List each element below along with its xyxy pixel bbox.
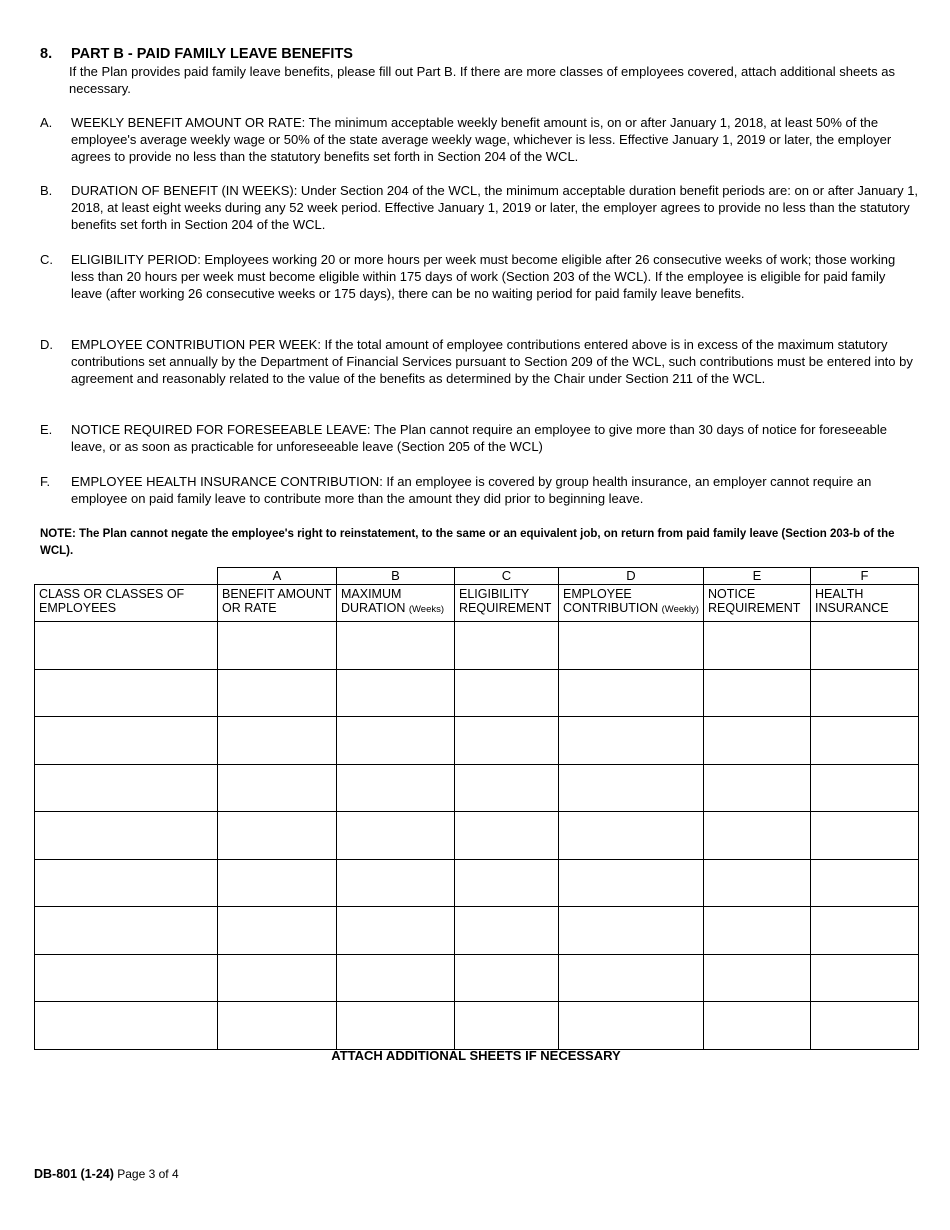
column-letter: B: [337, 568, 455, 585]
notice-cell[interactable]: [704, 859, 811, 907]
header-notice: NOTICE REQUIREMENT: [704, 585, 811, 622]
benefit-amount-cell[interactable]: [218, 812, 337, 860]
eligibility-cell[interactable]: [455, 764, 559, 812]
employee-contribution-cell[interactable]: [559, 669, 704, 717]
class-of-employees-cell[interactable]: [35, 954, 218, 1002]
table-row: [35, 764, 919, 812]
notice-cell[interactable]: [704, 717, 811, 765]
item-letter: A.: [40, 115, 53, 130]
item-letter: B.: [40, 183, 53, 198]
eligibility-cell[interactable]: [455, 622, 559, 670]
item-letter: F.: [40, 474, 51, 489]
maximum-duration-cell[interactable]: [337, 859, 455, 907]
notice-cell[interactable]: [704, 669, 811, 717]
eligibility-cell[interactable]: [455, 717, 559, 765]
employee-contribution-cell[interactable]: [559, 1002, 704, 1050]
benefit-amount-cell[interactable]: [218, 669, 337, 717]
health-insurance-cell[interactable]: [811, 717, 919, 765]
header-class-of-employees: CLASS OR CLASSES OF EMPLOYEES: [35, 585, 218, 622]
eligibility-cell[interactable]: [455, 859, 559, 907]
class-of-employees-cell[interactable]: [35, 764, 218, 812]
eligibility-cell[interactable]: [455, 669, 559, 717]
health-insurance-cell[interactable]: [811, 812, 919, 860]
form-footer: [34, 1167, 179, 1181]
maximum-duration-cell[interactable]: [337, 669, 455, 717]
column-letter: E: [704, 568, 811, 585]
maximum-duration-cell[interactable]: [337, 812, 455, 860]
benefit-amount-cell[interactable]: [218, 764, 337, 812]
item-text: WEEKLY BENEFIT AMOUNT OR RATE: The minimum acceptable weekly benefit amount is, on or after January 1, 2018, at least 50% of the employee's average weekly wage or 50% of the state average weekly wage, whichever is less. Effective January 1, 2019 or later, the employer agrees to provide no less than the statutory benefits set forth in Section 204 of the WCL.: [71, 115, 892, 164]
class-of-employees-cell[interactable]: [35, 669, 218, 717]
notice-cell[interactable]: [704, 954, 811, 1002]
item-letter: E.: [40, 422, 53, 437]
benefit-amount-cell[interactable]: [218, 907, 337, 955]
class-of-employees-cell[interactable]: [35, 859, 218, 907]
eligibility-cell[interactable]: [455, 954, 559, 1002]
notice-cell[interactable]: [704, 1002, 811, 1050]
benefit-amount-cell[interactable]: [218, 859, 337, 907]
column-header-row: [35, 585, 919, 622]
item-text: EMPLOYEE CONTRIBUTION PER WEEK: If the total amount of employee contributions entered above is in excess of the maximum statutory contributions set annually by the Department of Financial Services pursuant to Section 209 of the WCL, such contributions must be entered into by agreement and reasonably related to the value of the benefits as determined by the Chair under Section 211 of the WCL.: [71, 337, 913, 386]
section-title: PART B - PAID FAMILY LEAVE BENEFITS: [71, 46, 353, 62]
health-insurance-cell[interactable]: [811, 859, 919, 907]
employee-contribution-cell[interactable]: [559, 907, 704, 955]
item-letter: C.: [40, 252, 53, 267]
table-row: [35, 717, 919, 765]
maximum-duration-cell[interactable]: [337, 717, 455, 765]
table-row: [35, 812, 919, 860]
maximum-duration-cell[interactable]: [337, 954, 455, 1002]
class-of-employees-cell[interactable]: [35, 717, 218, 765]
item-text: ELIGIBILITY PERIOD: Employees working 20 or more hours per week must become eligible after 26 consecutive weeks of work; those working less than 20 hours per week must become eligible within 175 days of work (Section 203 of the WCL). If the employee is eligible for paid family leave (after working 26 consecutive weeks or 175 days), there can be no waiting period for paid family leave benefits.: [71, 252, 896, 301]
health-insurance-cell[interactable]: [811, 622, 919, 670]
column-letter: D: [559, 568, 704, 585]
employee-contribution-cell[interactable]: [559, 764, 704, 812]
form-number: DB-801 (1-24): [34, 1167, 114, 1181]
maximum-duration-cell[interactable]: [337, 907, 455, 955]
notice-cell[interactable]: [704, 812, 811, 860]
health-insurance-cell[interactable]: [811, 954, 919, 1002]
maximum-duration-cell[interactable]: [337, 1002, 455, 1050]
eligibility-cell[interactable]: [455, 812, 559, 860]
section-intro: If the Plan provides paid family leave benefits, please fill out Part B. If there are more classes of employees covered, attach additional sheets as necessary.: [69, 64, 895, 96]
item-letter: D.: [40, 337, 53, 352]
health-insurance-cell[interactable]: [811, 907, 919, 955]
header-eligibility: ELIGIBILITY REQUIREMENT: [455, 585, 559, 622]
employee-contribution-cell[interactable]: [559, 954, 704, 1002]
item-c: [40, 251, 920, 302]
table-row: [35, 622, 919, 670]
benefit-amount-cell[interactable]: [218, 717, 337, 765]
table-row: [35, 954, 919, 1002]
table-row: [35, 1002, 919, 1050]
item-text: DURATION OF BENEFIT (IN WEEKS): Under Section 204 of the WCL, the minimum acceptable duration benefit periods are: on or after January 1, 2018, at least eight weeks during any 52 week period. Effective January 1, 2019 or later, the employer agrees to provide no less than the statutory benefits set forth in Section 204 of the WCL.: [71, 183, 919, 232]
health-insurance-cell[interactable]: [811, 669, 919, 717]
item-text: EMPLOYEE HEALTH INSURANCE CONTRIBUTION: If an employee is covered by group health insurance, an employer cannot require an employee on paid family leave to contribute more than the amount they did prior to beginning leave.: [71, 474, 872, 506]
class-of-employees-cell[interactable]: [35, 622, 218, 670]
column-letter: C: [455, 568, 559, 585]
column-letter: A: [218, 568, 337, 585]
attach-sheets-note: ATTACH ADDITIONAL SHEETS IF NECESSARY: [331, 1048, 621, 1063]
blank-corner: [35, 568, 218, 585]
notice-cell[interactable]: [704, 764, 811, 812]
column-letter-row: [35, 568, 919, 585]
header-health-insurance: HEALTH INSURANCE: [811, 585, 919, 622]
section-heading: [40, 46, 353, 62]
item-b: [40, 182, 920, 233]
benefit-amount-cell[interactable]: [218, 622, 337, 670]
health-insurance-cell[interactable]: [811, 1002, 919, 1050]
header-benefit-amount: BENEFIT AMOUNT OR RATE: [218, 585, 337, 622]
benefit-amount-cell[interactable]: [218, 1002, 337, 1050]
table-row: [35, 859, 919, 907]
item-e: [40, 421, 920, 455]
maximum-duration-cell[interactable]: [337, 764, 455, 812]
page-number: Page 3 of 4: [117, 1167, 179, 1181]
header-employee-contribution: EMPLOYEE CONTRIBUTION (Weekly): [559, 585, 704, 622]
table-row: [35, 907, 919, 955]
class-of-employees-cell[interactable]: [35, 907, 218, 955]
benefit-amount-cell[interactable]: [218, 954, 337, 1002]
item-a: [40, 114, 920, 165]
benefits-table: [34, 567, 919, 1050]
notice-cell[interactable]: [704, 907, 811, 955]
eligibility-cell[interactable]: [455, 1002, 559, 1050]
class-of-employees-cell[interactable]: [35, 812, 218, 860]
employee-contribution-cell[interactable]: [559, 622, 704, 670]
notice-cell[interactable]: [704, 622, 811, 670]
maximum-duration-cell[interactable]: [337, 622, 455, 670]
item-text: NOTICE REQUIRED FOR FORESEEABLE LEAVE: The Plan cannot require an employee to give more than 30 days of notice for foreseeable leave, or as soon as practicable for unforeseeable leave (Section 205 of the WCL): [71, 422, 888, 454]
health-insurance-cell[interactable]: [811, 764, 919, 812]
header-maximum-duration: MAXIMUM DURATION (Weeks): [337, 585, 455, 622]
column-letter: F: [811, 568, 919, 585]
reinstatement-note: NOTE: The Plan cannot negate the employee's right to reinstatement, to the same or an equivalent job, on return from paid family leave (Section 203-b of the WCL).: [40, 528, 895, 557]
section-number: 8.: [40, 46, 53, 62]
eligibility-cell[interactable]: [455, 907, 559, 955]
employee-contribution-cell[interactable]: [559, 717, 704, 765]
class-of-employees-cell[interactable]: [35, 1002, 218, 1050]
table-row: [35, 669, 919, 717]
employee-contribution-cell[interactable]: [559, 812, 704, 860]
employee-contribution-cell[interactable]: [559, 859, 704, 907]
item-d: [40, 336, 920, 387]
item-f: [40, 473, 920, 507]
